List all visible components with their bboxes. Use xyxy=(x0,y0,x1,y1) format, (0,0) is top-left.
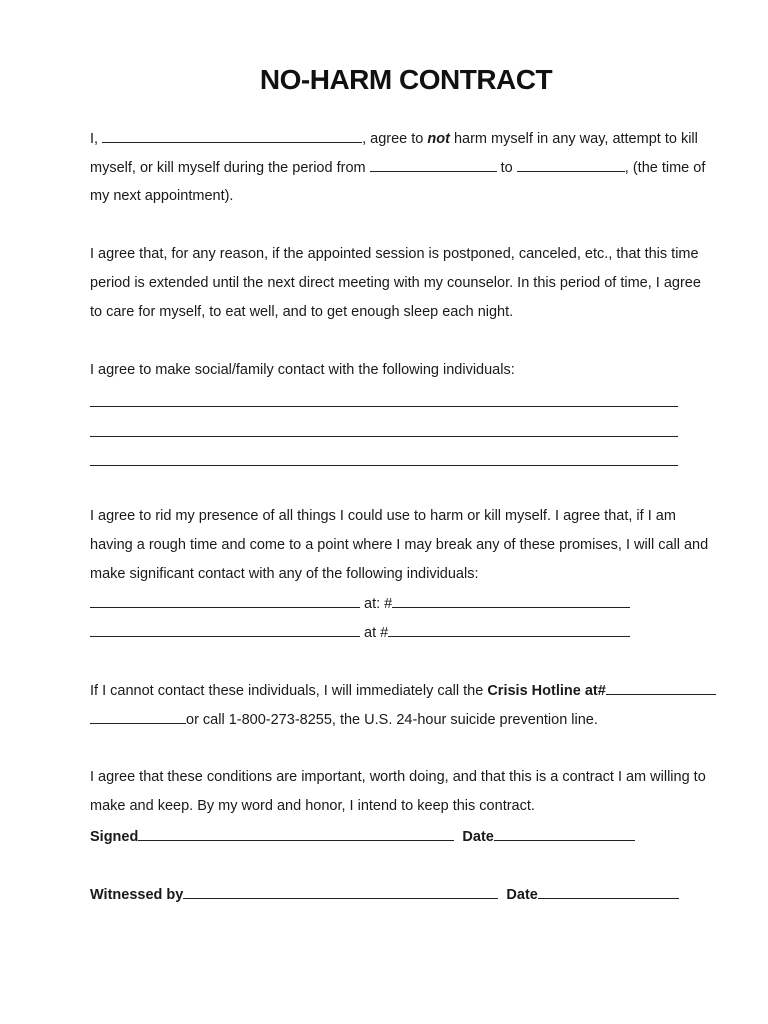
pledge-rest-text: harm myself in any way, attempt to kill xyxy=(449,131,698,147)
individual-2-name-blank[interactable] xyxy=(90,622,360,637)
paragraph-4-line-3: make significant contact with any of the following individuals: xyxy=(90,566,479,582)
signed-row xyxy=(90,826,635,847)
paragraph-6-line-2: make and keep. By my word and honor, I intend to keep this contract. xyxy=(90,798,535,814)
individual-2-phone-blank[interactable] xyxy=(388,622,630,637)
signed-label: Signed xyxy=(90,829,139,845)
period-text: myself, or kill myself during the period from xyxy=(90,160,370,176)
paragraph-1-line-2 xyxy=(90,157,705,178)
individual-1-row xyxy=(90,593,630,614)
hotline-number-blank-cont[interactable] xyxy=(90,709,186,724)
crisis-hotline-label: Crisis Hotline at# xyxy=(487,683,606,699)
paragraph-1-line-1 xyxy=(90,128,698,149)
period-end-text: , (the time of xyxy=(624,160,706,176)
paragraph-5-line-1 xyxy=(90,680,716,701)
witness-row xyxy=(90,884,679,905)
date-label-1: Date xyxy=(462,829,494,845)
paragraph-2-line-3: to care for myself, to eat well, and to get enough sleep each night. xyxy=(90,304,514,320)
witness-signature-blank[interactable] xyxy=(183,884,498,899)
contact-blank-line-1[interactable] xyxy=(90,406,678,407)
hotline-number-blank[interactable] xyxy=(606,680,716,695)
individual-2-row xyxy=(90,622,630,643)
paragraph-5-line-2 xyxy=(90,709,598,730)
individual-1-at-label: at: # xyxy=(360,596,393,612)
hotline-text: If I cannot contact these individuals, I will immediately call the xyxy=(90,683,488,699)
paragraph-6-line-1: I agree that these conditions are important, worth doing, and that this is a contract I am willing to xyxy=(90,769,706,785)
witnessed-label: Witnessed by xyxy=(90,887,184,903)
paragraph-4-line-2: having a rough time and come to a point where I may break any of these promises, I will call and xyxy=(90,537,709,553)
contact-blank-line-3[interactable] xyxy=(90,465,678,466)
paragraph-3-line-1: I agree to make social/family contact with the following individuals: xyxy=(90,362,515,378)
signature-date-blank[interactable] xyxy=(494,826,635,841)
name-blank[interactable] xyxy=(102,128,362,143)
period-to-text: to xyxy=(496,160,517,176)
paragraph-1-line-3: my next appointment). xyxy=(90,188,234,204)
date-label-2: Date xyxy=(506,887,538,903)
individual-2-at-label: at # xyxy=(360,625,389,641)
pledge-not-emphasis: not xyxy=(427,131,450,147)
witness-date-blank[interactable] xyxy=(538,884,679,899)
individual-1-phone-blank[interactable] xyxy=(392,593,630,608)
paragraph-2-line-2: period is extended until the next direct meeting with my counselor. In this period of time, I agree xyxy=(90,275,701,291)
page-title: NO-HARM CONTRACT xyxy=(259,64,553,95)
prevention-line-text: or call 1-800-273-8255, the U.S. 24-hour suicide prevention line. xyxy=(186,712,598,728)
period-end-blank[interactable] xyxy=(517,157,625,172)
pledge-prefix: I, xyxy=(90,131,103,147)
signature-blank[interactable] xyxy=(138,826,454,841)
pledge-agree-text: , agree to xyxy=(362,131,428,147)
paragraph-2-line-1: I agree that, for any reason, if the appointed session is postponed, canceled, etc., that this time xyxy=(90,246,699,262)
contact-blank-line-2[interactable] xyxy=(90,436,678,437)
individual-1-name-blank[interactable] xyxy=(90,593,360,608)
paragraph-4-line-1: I agree to rid my presence of all things I could use to harm or kill myself. I agree that, if I am xyxy=(90,508,676,524)
period-start-blank[interactable] xyxy=(370,157,497,172)
